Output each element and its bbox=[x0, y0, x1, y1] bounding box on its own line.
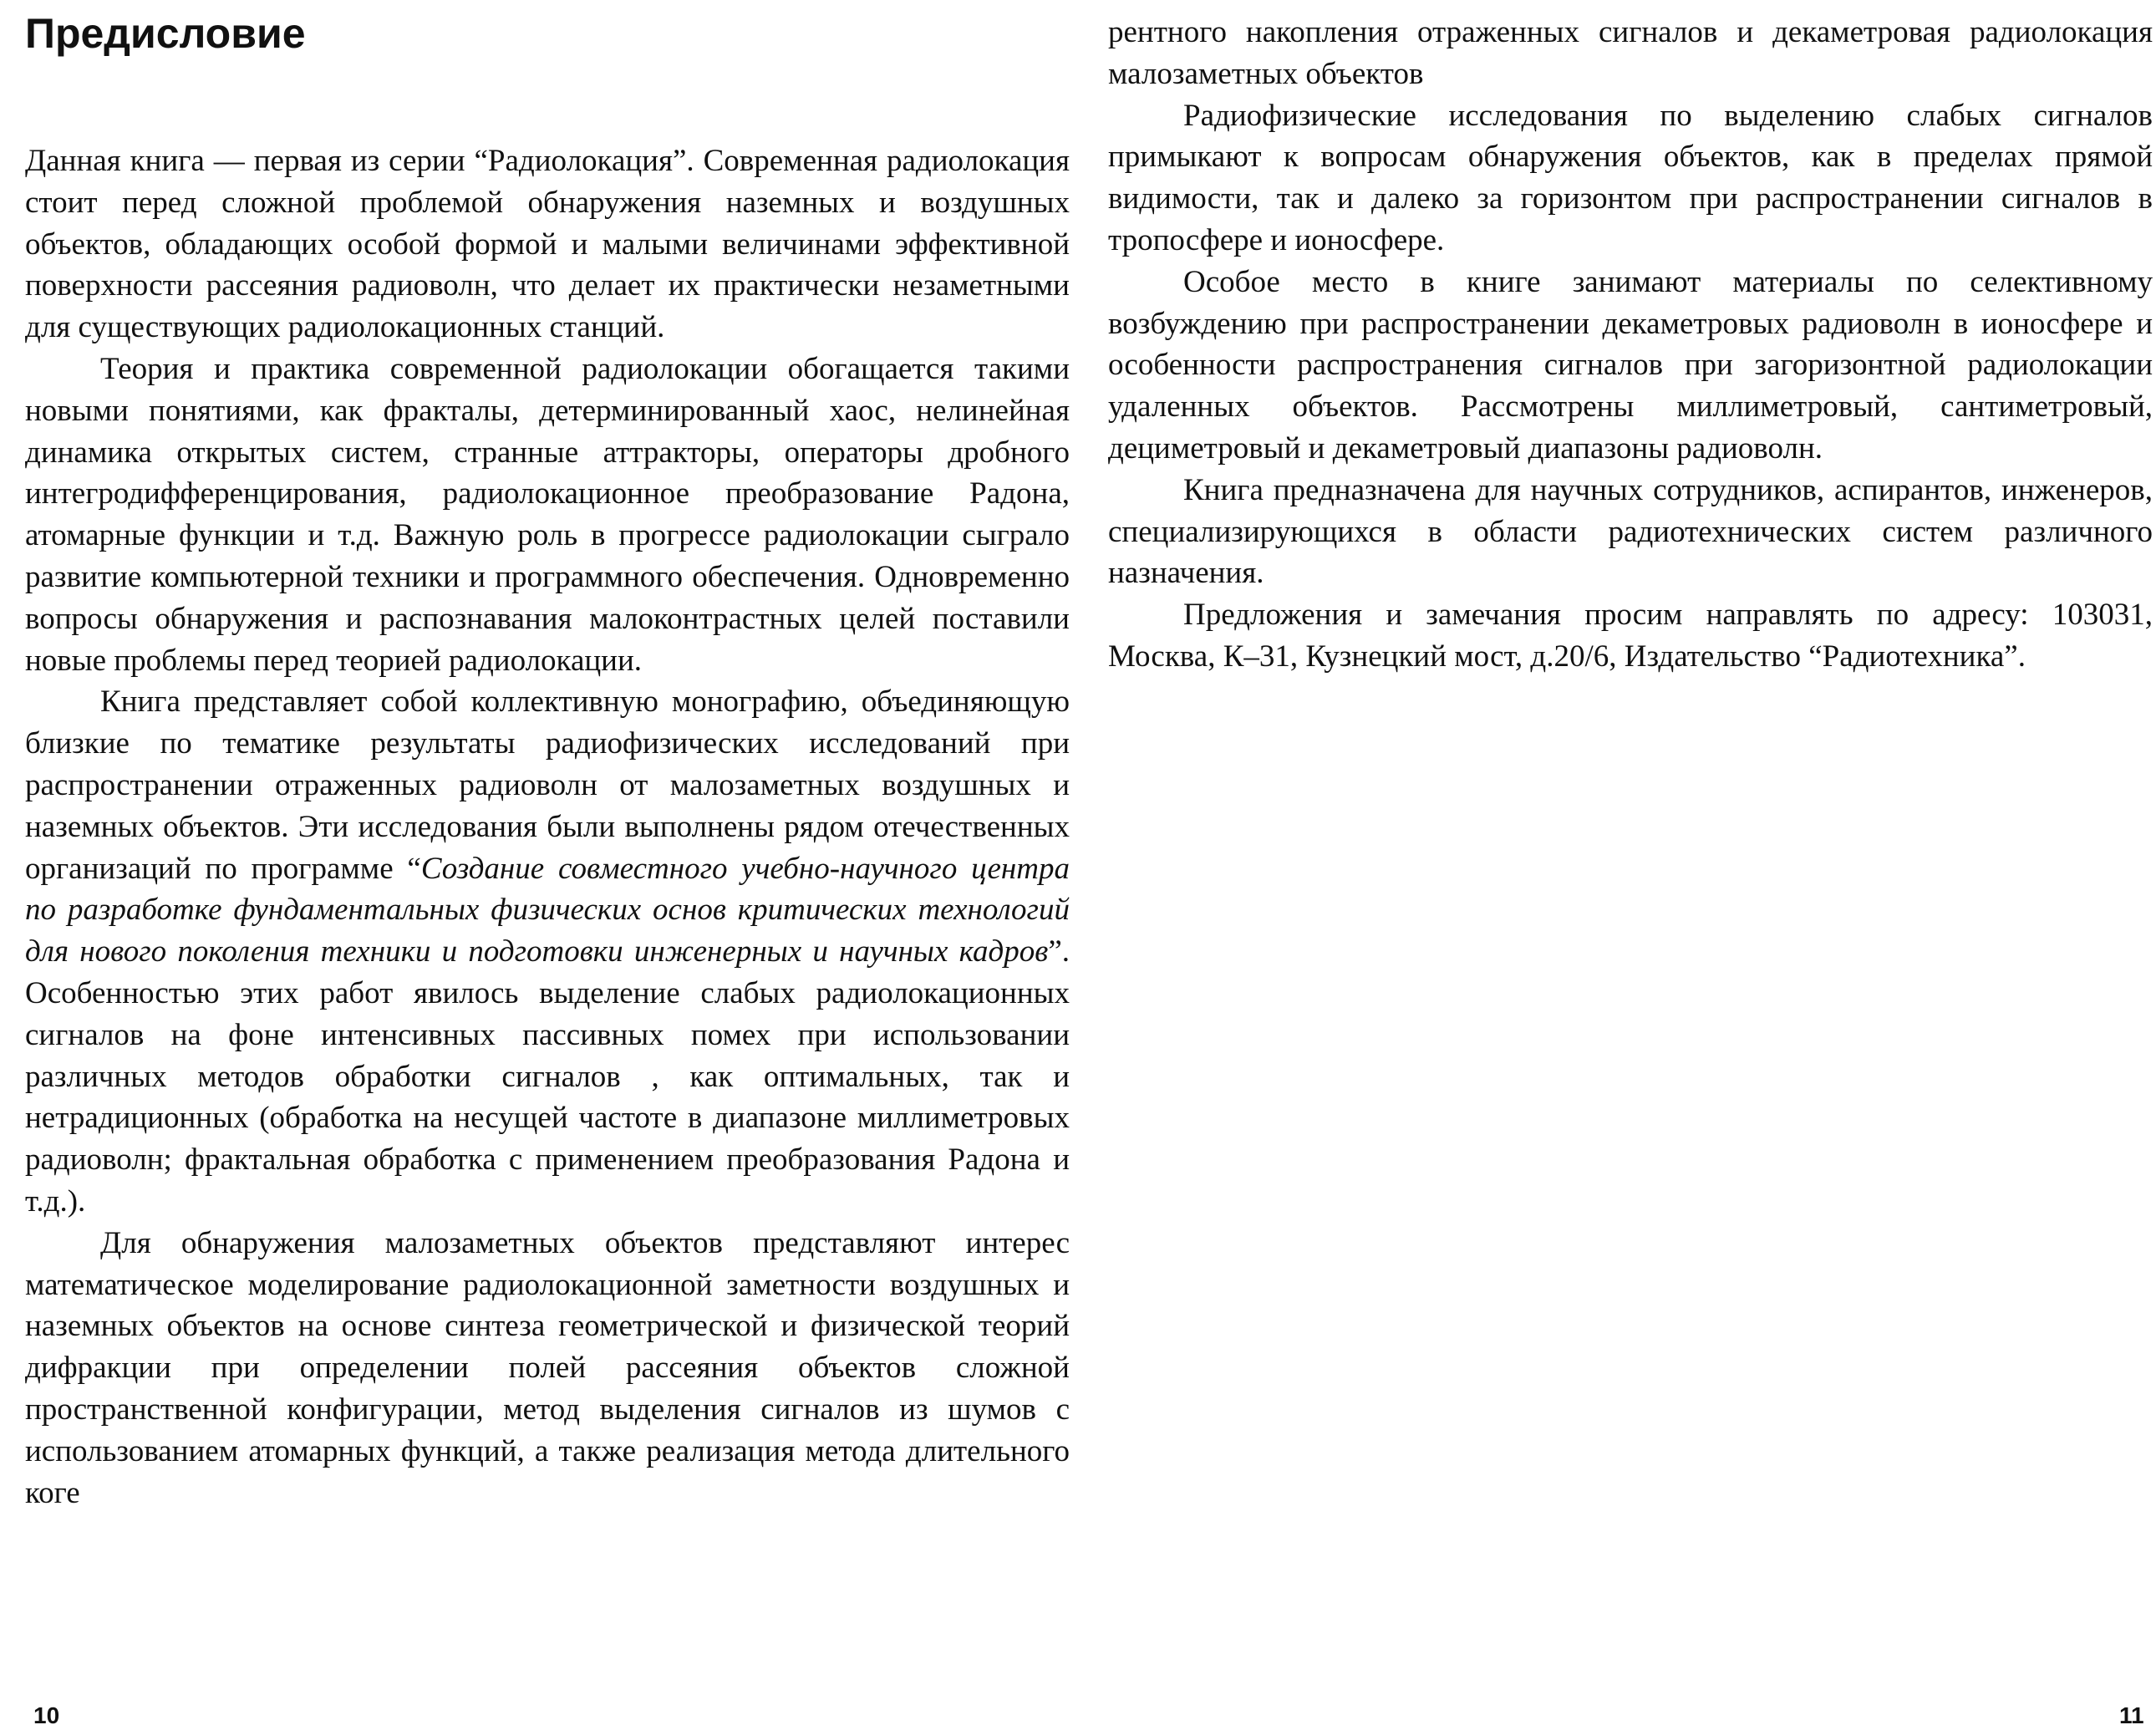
paragraph-address: Предложения и замечания просим направлять по адресу: 103031, Москва, К–31, Кузнецкий мост, д.20/6, Издательство “Радиотехника”. bbox=[1108, 598, 2153, 674]
right-text-column bbox=[1108, 12, 2153, 678]
page-title: Предисловие bbox=[25, 10, 306, 57]
paragraph-radiophysics: Радиофизические исследования по выделению слабых сигналов примыкают к вопросам обнаружения объектов, как в пределах прямой видимости, так и далеко за горизонтом при распространении сигналов в тропосфере и ионосфере. bbox=[1108, 98, 2153, 257]
paragraph-continuation: рентного накопления отраженных сигналов и декаметровая радиолокация малозаметных объектов bbox=[1108, 15, 2153, 91]
paragraph-intro: Данная книга — первая из серии “Радиолокация”. Современная радиолокация стоит перед сложной проблемой обнаружения наземных и воздушных объектов, обладающих особой формой и малыми величинами эффективной поверхности рассеяния радиоволн, что делает их практически незаметными для существующих радиолокационных станций. bbox=[25, 144, 1070, 345]
paragraph-audience: Книга предназначена для научных сотрудников, аспирантов, инженеров, специализирующихся в области радиотехнических систем различного назначения. bbox=[1108, 472, 2153, 591]
paragraph-theory: Теория и практика современной радиолокации обогащается такими новыми понятиями, как фракталы, детерминированный хаос, нелинейная динамика открытых систем, странные аттракторы, операторы дробного интегродифференцирования, радиолокационное преобразование Радона, атомарные функции и т.д. Важную роль в прогрессе радиолокации сыграло развитие компьютерной техники и программного обеспечения. Одновременно вопросы обнаружения и распознавания малоконтрастных целей поставили новые проблемы перед теорией радиолокации. bbox=[25, 351, 1070, 678]
left-text-column bbox=[25, 140, 1070, 1514]
paragraph-detection: Для обнаружения малозаметных объектов представляют интерес математическое моделирование радиолокационной заметности воздушных и наземных объектов на основе синтеза геометрической и физической теорий дифракции при определении полей рассеяния объектов сложной пространственной конфигурации, метод выделения сигналов из шумов с использованием атомарных функций, а также реализация метода длительного коге bbox=[25, 1225, 1070, 1510]
page-number-right: 11 bbox=[2119, 1702, 2144, 1728]
paragraph-ionosphere: Особое место в книге занимают материалы по селективному возбуждению при распространении декаметровых радиоволн в ионосфере и особенности распространения сигналов при загоризонтной радиолокации удаленных объектов. Рассмотрены миллиметровый, сантиметровый, дециметровый и декаметровый диапазоны радиоволн. bbox=[1108, 264, 2153, 466]
monograph-text-end: ”. Особенностью этих работ явилось выделение слабых радиолокационных сигналов на фоне интенсивных пассивных помех при использовании различных методов обработки сигналов , как оптимальных, так и нетрадиционных (обработка на несущей частоте в диапазоне миллиметровых радиоволн; фрактальная обработка с применением преобразования Радона и т.д.). bbox=[25, 934, 1070, 1219]
paragraph-monograph bbox=[25, 681, 1070, 1222]
right-page bbox=[1078, 0, 2156, 1730]
monograph-text-start: Книга представляет собой коллективную монографию, объединяющую близкие по тематике результаты радиофизических исследований при распространении отраженных радиоволн от малозаметных воздушных и наземных объектов. Эти исследования были выполнены рядом отечественных организаций по программе “ bbox=[25, 684, 1070, 886]
page-number-left: 10 bbox=[33, 1702, 60, 1728]
program-title: Создание совместного учебно-научного центра по разработке фундаментальных физических основ критических технологий для нового поколения техники и подготовки инженерных и научных кадров bbox=[25, 851, 1070, 969]
